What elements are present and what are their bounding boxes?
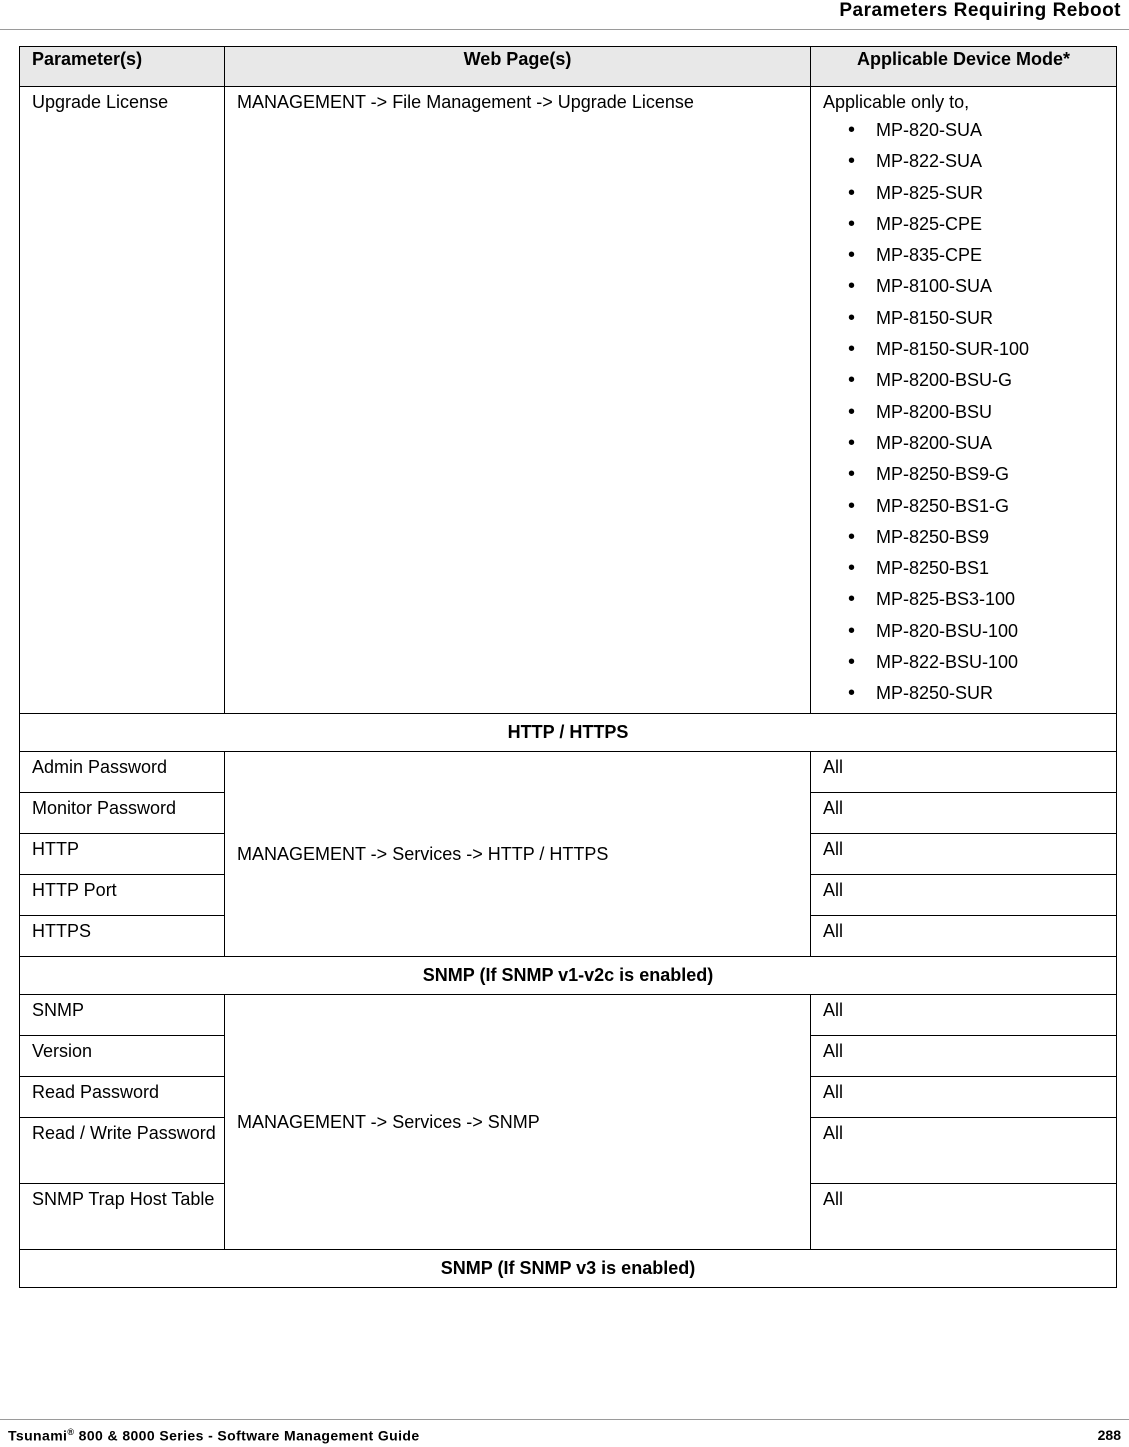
param-cell: SNMP	[20, 994, 225, 1035]
section-row-snmp-v1-v2c	[20, 956, 1117, 994]
model-list-item: • MP-820-BSU-100	[823, 619, 1116, 650]
param-cell: Upgrade License	[20, 87, 225, 714]
column-header-parameters: Parameter(s)	[20, 47, 225, 87]
registered-mark: ®	[67, 1427, 75, 1437]
model-list-item: • MP-8250-BS9-G	[823, 462, 1116, 493]
model-list-item: • MP-8150-SUR-100	[823, 337, 1116, 368]
param-cell: HTTP Port	[20, 874, 225, 915]
device-mode-cell: All	[811, 833, 1117, 874]
section-title: HTTP / HTTPS	[20, 713, 1117, 751]
model-list-item: • MP-835-CPE	[823, 243, 1116, 274]
table-header-row	[20, 47, 1117, 87]
footer-document-title	[8, 1427, 420, 1444]
device-mode-cell: All	[811, 792, 1117, 833]
web-page-cell: MANAGEMENT -> Services -> SNMP	[225, 994, 811, 1249]
model-list-item: • MP-8150-SUR	[823, 306, 1116, 337]
model-list-item: • MP-8200-SUA	[823, 431, 1116, 462]
column-header-device-mode: Applicable Device Mode*	[811, 47, 1117, 87]
model-list	[823, 118, 1116, 713]
device-mode-cell: All	[811, 1183, 1117, 1249]
model-list-item: • MP-820-SUA	[823, 118, 1116, 149]
model-list-item: • MP-825-BS3-100	[823, 587, 1116, 618]
model-list-item: • MP-8250-BS1	[823, 556, 1116, 587]
column-header-web-pages: Web Page(s)	[225, 47, 811, 87]
section-title: SNMP (If SNMP v3 is enabled)	[20, 1249, 1117, 1287]
param-cell: Version	[20, 1035, 225, 1076]
model-list-item: • MP-8250-BS1-G	[823, 494, 1116, 525]
device-mode-cell: All	[811, 1076, 1117, 1117]
param-cell: SNMP Trap Host Table	[20, 1183, 225, 1249]
reboot-parameters-table	[19, 46, 1117, 1288]
param-cell: Monitor Password	[20, 792, 225, 833]
model-list-item: • MP-8200-BSU	[823, 400, 1116, 431]
page-number: 288	[1097, 1427, 1121, 1443]
mode-intro-text: Applicable only to,	[823, 92, 970, 112]
device-mode-cell: All	[811, 994, 1117, 1035]
web-page-cell: MANAGEMENT -> File Management -> Upgrade License	[225, 87, 811, 714]
param-cell: HTTP	[20, 833, 225, 874]
model-list-item: • MP-825-SUR	[823, 181, 1116, 212]
model-list-item: • MP-822-SUA	[823, 149, 1116, 180]
device-mode-cell: All	[811, 874, 1117, 915]
model-list-item: • MP-8200-BSU-G	[823, 368, 1116, 399]
section-row-http-https	[20, 713, 1117, 751]
param-cell: Admin Password	[20, 751, 225, 792]
table-row	[20, 751, 1117, 792]
footer-product-name: Tsunami	[8, 1427, 68, 1444]
section-title: SNMP (If SNMP v1-v2c is enabled)	[20, 956, 1117, 994]
device-mode-cell	[811, 87, 1117, 714]
param-cell: Read Password	[20, 1076, 225, 1117]
device-mode-cell: All	[811, 915, 1117, 956]
model-list-item: • MP-8100-SUA	[823, 274, 1116, 305]
model-list-item: • MP-822-BSU-100	[823, 650, 1116, 681]
footer-divider	[0, 1419, 1129, 1420]
device-mode-cell: All	[811, 1117, 1117, 1183]
section-row-snmp-v3	[20, 1249, 1117, 1287]
header-divider	[0, 29, 1129, 30]
footer-subtitle: 800 & 8000 Series - Software Management Guide	[74, 1427, 420, 1444]
model-list-item: • MP-8250-SUR	[823, 681, 1116, 712]
device-mode-cell: All	[811, 1035, 1117, 1076]
web-page-cell: MANAGEMENT -> Services -> HTTP / HTTPS	[225, 751, 811, 956]
device-mode-cell: All	[811, 751, 1117, 792]
model-list-item: • MP-8250-BS9	[823, 525, 1116, 556]
param-cell: Read / Write Password	[20, 1117, 225, 1183]
param-cell: HTTPS	[20, 915, 225, 956]
page-header-title: Parameters Requiring Reboot	[839, 0, 1121, 21]
table-row-upgrade-license	[20, 87, 1117, 714]
table-row	[20, 994, 1117, 1035]
model-list-item: • MP-825-CPE	[823, 212, 1116, 243]
